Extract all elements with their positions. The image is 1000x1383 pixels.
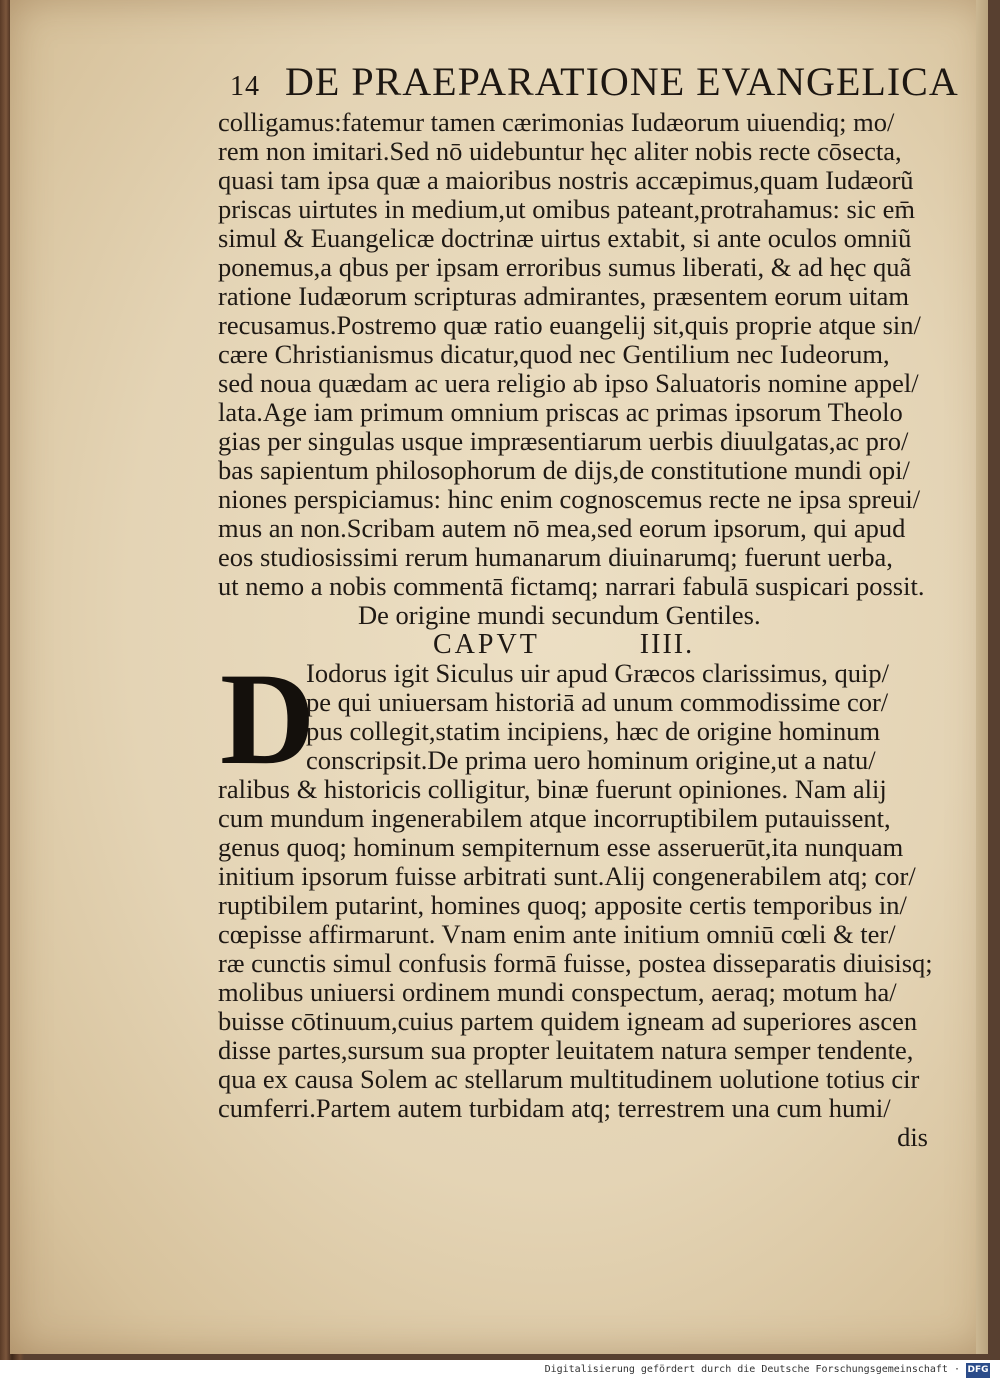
- section-title: De origine mundi secundum Gentiles.: [358, 600, 761, 630]
- text-line: conscripsit.De prima uero hominum origine,ut a natu/: [306, 745, 876, 775]
- catchword: dis: [897, 1122, 928, 1152]
- drop-cap: D: [220, 645, 316, 792]
- text-line: mus an non.Scribam autem nō mea,sed eorum ipsorum, qui apud: [218, 513, 906, 543]
- text-line: recusamus.Postremo quæ ratio euangelij sit,quis proprie atque sin/: [218, 310, 921, 340]
- text-line: niones perspiciamus: hinc enim cognoscemus recte ne ipsa spreui/: [218, 484, 921, 514]
- text-line: ræ cunctis simul confusis formā fuisse, postea disseparatis diuisisq;: [218, 948, 933, 978]
- running-title: DE PRAEPARATIONE EVANGELICA: [285, 59, 959, 104]
- text-line: cœpisse affirmarunt. Vnam enim ante initium omniū cœli & ter/: [218, 919, 896, 949]
- text-line: genus quoq; hominum sempiternum esse asseruerūt,ita nunquam: [218, 832, 904, 862]
- chapter-heading: [218, 630, 938, 659]
- funding-credit: Digitalisierung gefördert durch die Deutsche Forschungsgemeinschaft ·: [544, 1364, 960, 1375]
- text-line: colligamus:fatemur tamen cærimonias Iudæorum uiuendiq; mo/: [218, 107, 895, 137]
- text-line: ut nemo a nobis commentā fictamq; narrari fabulā suspicari possit.: [218, 571, 925, 601]
- text-line: initium ipsorum fuisse arbitrati sunt.Alij congenerabilem atq; cor/: [218, 861, 916, 891]
- dfg-logo-icon: DFG: [966, 1363, 990, 1378]
- text-line: cum mundum ingenerabilem atque incorruptibilem putauissent,: [218, 803, 891, 833]
- text-line: rem non imitari.Sed nō uidebuntur hęc aliter nobis recte cōsecta,: [218, 136, 902, 166]
- paragraph-after: [218, 775, 938, 1123]
- folio-number: 14: [230, 71, 260, 102]
- text-line: quasi tam ipsa quæ a maioribus nostris accæpimus,quam Iudæorũ: [218, 165, 914, 195]
- text-line: ralibus & historicis colligitur, binæ fuerunt opiniones. Nam alij: [218, 774, 887, 804]
- text-line: pe qui uniuersam historiā ad unum commodissime cor/: [306, 687, 889, 717]
- text-line: sed noua quædam ac uera religio ab ipso Saluatoris nomine appel/: [218, 368, 919, 398]
- text-line: simul & Euangelicæ doctrinæ uirtus extabit, si ante oculos omniũ: [218, 223, 912, 253]
- text-line: priscas uirtutes in medium,ut omibus pateant,protrahamus: sic em̄: [218, 194, 915, 224]
- text-block: [218, 108, 938, 1152]
- text-line: pus collegit,statim incipiens, hæc de origine hominum: [306, 716, 881, 746]
- text-line: eos studiosissimi rerum humanarum diuinarumq; fuerunt uerba,: [218, 542, 893, 572]
- page-edge: [976, 0, 988, 1354]
- text-line: cumferri.Partem autem turbidam atq; terrestrem una cum humi/: [218, 1093, 891, 1123]
- paragraph-before: [218, 108, 938, 601]
- text-line: ratione Iudæorum scripturas admirantes, præsentem eorum uitam: [218, 281, 910, 311]
- text-line: lata.Age iam primum omnium priscas ac primas ipsorum Theolo: [218, 397, 903, 427]
- text-line: cære Christianismus dicatur,quod nec Gentilium nec Iudeorum,: [218, 339, 890, 369]
- text-line: gias per singulas usque impræsentiarum uerbis diuulgatas,ac pro/: [218, 426, 909, 456]
- text-line: Iodorus igit Siculus uir apud Græcos clarissimus, quip/: [306, 658, 889, 688]
- text-line: bas sapientum philosophorum de dijs,de constitutione mundi opi/: [218, 455, 910, 485]
- text-line: qua ex causa Solem ac stellarum multitudinem uolutione totius cir: [218, 1064, 920, 1094]
- footer-bar: [0, 1360, 1000, 1383]
- text-line: buisse cōtinuum,cuius partem quidem igneam ad superiores ascen: [218, 1006, 918, 1036]
- chapter-number: IIII.: [639, 629, 695, 660]
- text-line: disse partes,sursum sua propter leuitatem natura semper tendente,: [218, 1035, 914, 1065]
- chapter-label: CAPVT: [433, 629, 540, 660]
- text-line: molibus uniuersi ordinem mundi conspectum, aeraq; motum ha/: [218, 977, 897, 1007]
- text-line: ruptibilem putarint, homines quoq; apposite certis temporibus in/: [218, 890, 907, 920]
- running-header: [230, 58, 959, 105]
- text-line: ponemus,a qbus per ipsam erroribus sumus liberati, & ad hęc quã: [218, 252, 912, 282]
